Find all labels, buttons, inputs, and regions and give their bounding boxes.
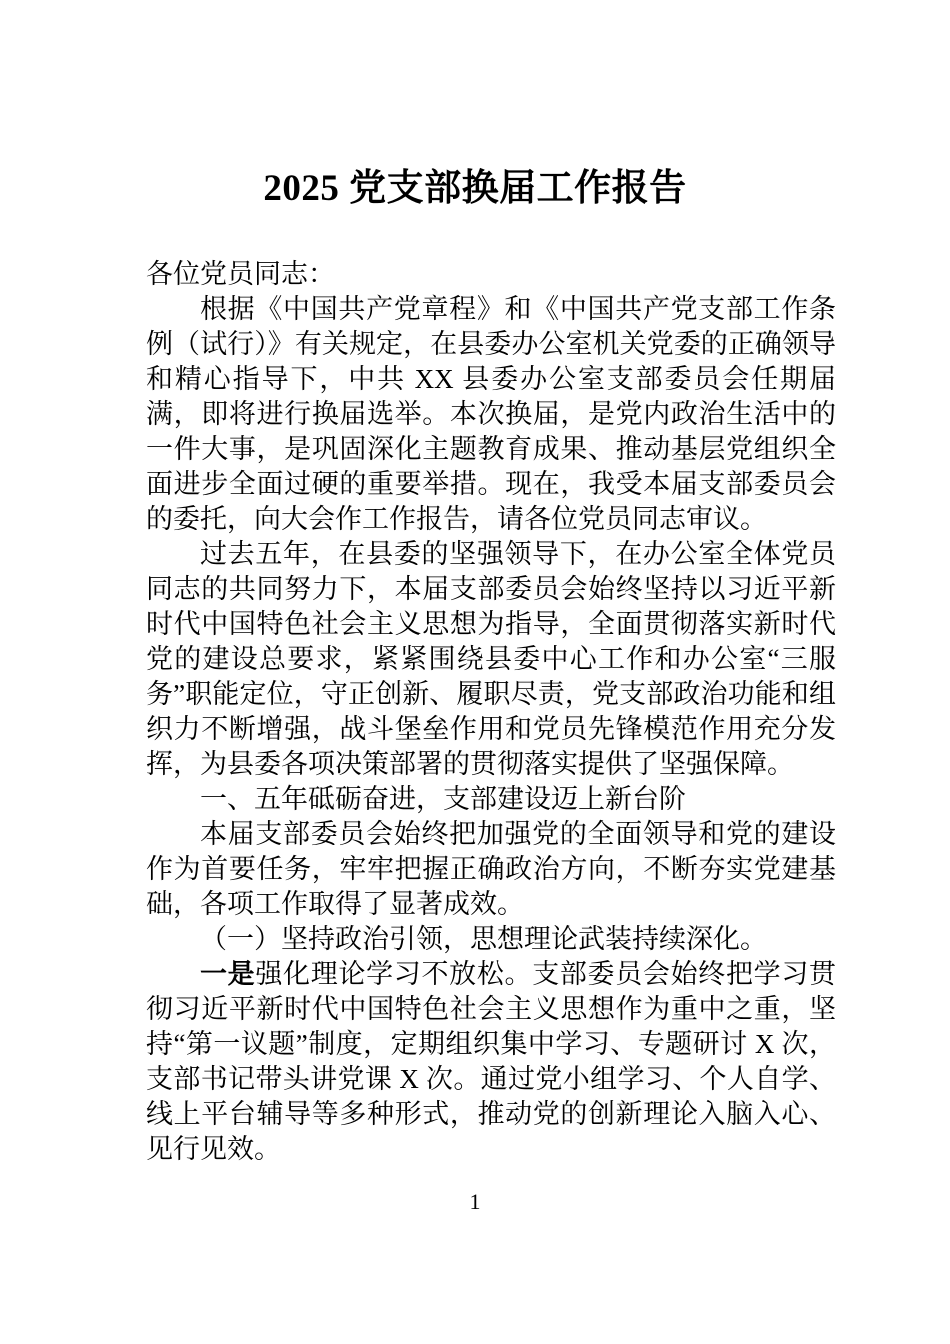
page-number: 1 (469, 1189, 481, 1214)
section-heading: 一、五年砥砺奋进，支部建设迈上新台阶 (200, 784, 686, 814)
paragraph: 过去五年，在县委的坚强领导下，在办公室全体党员同志的共同努力下，本届支部委员会始终坚持以习近平新时代中国特色社会主义思想为指导，全面贯彻落实新时代党的建设总要求，紧紧围绕县委中心工作和办公室“三服务”职能定位，守正创新、履职尽责，党支部政治功能和组织力不断增强，战斗堡垒作用和党员先锋模范作用充分发挥，为县委各项决策部署的贯彻落实提供了坚强保障。 (146, 539, 836, 779)
paragraph: 一是强化理论学习不放松。支部委员会始终把学习贯彻习近平新时代中国特色社会主义思想作为重中之重，坚持“第一议题”制度，定期组织集中学习、专题研讨 X 次，支部书记带头讲党课 X 次。通过党小组学习、个人自学、线上平台辅导等多种形式，推动党的创新理论入脑入心、见行见效。 (146, 959, 837, 1164)
document-body (146, 257, 836, 1167)
page-footer (0, 1188, 950, 1216)
bold-lead: 一是 (200, 959, 256, 989)
salutation: 各位党员同志： (146, 259, 335, 289)
paragraph: 根据《中国共产党章程》和《中国共产党支部工作条例（试行）》有关规定，在县委办公室机关党委的正确领导和精心指导下，中共 XX 县委办公室支部委员会任期届满，即将进行换届选举。本次换届，是党内政治生活中的一件大事，是巩固深化主题教育成果、推动基层党组织全面进步全面过硬的重要举措。现在，我受本届支部委员会的委托，向大会作工作报告，请各位党员同志审议。 (146, 294, 836, 534)
subsection-heading: （一）坚持政治引领，思想理论武装持续深化。 (200, 924, 767, 954)
paragraph: 本届支部委员会始终把加强党的全面领导和党的建设作为首要任务，牢牢把握正确政治方向，不断夯实党建基础，各项工作取得了显著成效。 (146, 819, 836, 919)
document-title: 2025 党支部换届工作报告 (263, 168, 687, 209)
